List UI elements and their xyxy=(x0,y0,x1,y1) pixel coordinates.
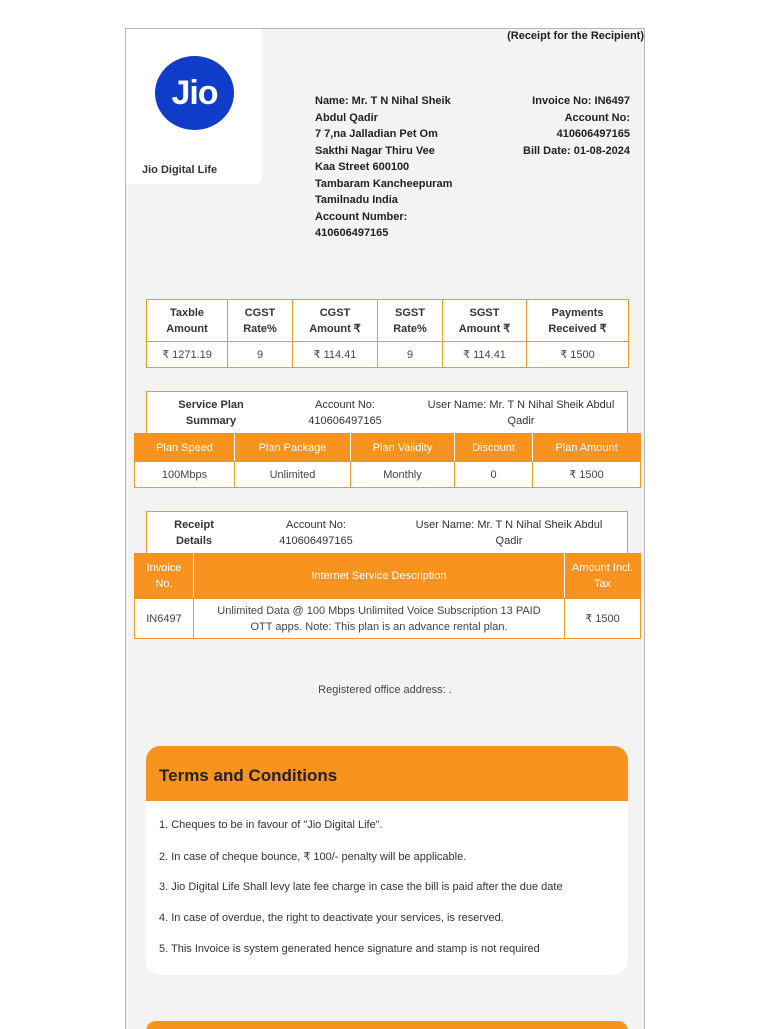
next-section-header xyxy=(146,1021,628,1029)
receipt-details-header-row xyxy=(135,554,641,599)
header-sgst-rate: SGST Rate% xyxy=(378,300,443,342)
header-sgst-amount: SGST Amount ₹ xyxy=(443,300,527,342)
address-line: Tamilnadu India xyxy=(315,194,398,206)
account-label: Account No: xyxy=(564,111,630,124)
plan-speed: 100Mbps xyxy=(135,462,235,488)
tax-table xyxy=(146,299,629,368)
header-plan-package: Plan Package xyxy=(235,434,351,462)
receipt-details-user: User Name: Mr. T N Nihal Sheik Abdul Qadir xyxy=(415,519,603,547)
receipt-tag: (Receipt for the Recipient) xyxy=(507,30,644,42)
header-plan-speed: Plan Speed xyxy=(135,434,235,462)
service-plan-account: Account No: 410606497165 xyxy=(308,399,382,427)
receipt-description: Unlimited Data @ 100 Mbps Unlimited Voice Subscription 13 PAID OTT apps. Note: This plan is an advance rental plan. xyxy=(194,599,565,639)
service-plan-info xyxy=(146,391,628,433)
service-plan-header-row xyxy=(135,434,641,462)
list-item: 5. This Invoice is system generated hence signature and stamp is not required xyxy=(159,943,540,955)
receipt-details-account: Account No: 410606497165 xyxy=(279,519,353,547)
payments-received: ₹ 1500 xyxy=(527,342,629,368)
jio-logo xyxy=(155,56,234,130)
customer-address xyxy=(315,93,475,242)
address-line: Name: Mr. T N Nihal Sheik xyxy=(315,95,451,107)
plan-amount: ₹ 1500 xyxy=(533,462,641,488)
header-amount-incl-tax: Amount Incl. Tax xyxy=(565,554,641,599)
header-service-description: Internet Service Description xyxy=(194,554,565,599)
header-cgst-rate: CGST Rate% xyxy=(228,300,293,342)
sgst-rate: 9 xyxy=(378,342,443,368)
company-name: Jio Digital Life xyxy=(142,164,218,176)
jio-logo-text: Jio xyxy=(171,74,218,112)
header-payments-received: Payments Received ₹ xyxy=(527,300,629,342)
list-item: 1. Cheques to be in favour of "Jio Digital Life". xyxy=(159,819,383,831)
address-line: Abdul Qadir xyxy=(315,111,378,124)
cgst-amount: ₹ 114.41 xyxy=(293,342,378,368)
sgst-amount: ₹ 114.41 xyxy=(443,342,527,368)
table-row xyxy=(147,342,629,368)
address-line: Account Number: xyxy=(315,210,408,223)
service-plan-title: Service Plan Summary xyxy=(178,399,244,427)
receipt-invoice-no: IN6497 xyxy=(135,599,194,639)
invoice-number: Invoice No: IN6497 xyxy=(532,95,630,107)
tax-table-header-row xyxy=(147,300,629,342)
receipt-page xyxy=(125,28,645,1029)
address-line: Kaa Street 600100 xyxy=(315,161,410,173)
table-row xyxy=(135,599,641,639)
terms-title: Terms and Conditions xyxy=(159,766,338,785)
invoice-info xyxy=(500,93,630,159)
list-item: 4. In case of overdue, the right to deactivate your services, is reserved. xyxy=(159,912,504,924)
header-taxable-amount: Taxble Amount xyxy=(147,300,228,342)
table-row xyxy=(135,462,641,488)
account-number: 410606497165 xyxy=(556,128,630,140)
address-line: 410606497165 xyxy=(315,227,389,239)
registered-office-address: Registered office address: . xyxy=(318,684,452,696)
taxable-amount: ₹ 1271.19 xyxy=(147,342,228,368)
address-line: Tambaram Kancheepuram xyxy=(315,177,453,190)
header-invoice-no: Invoice No. xyxy=(135,554,194,599)
header-cgst-amount: CGST Amount ₹ xyxy=(293,300,378,342)
receipt-details-title: Receipt Details xyxy=(174,519,214,547)
header-discount: Discount xyxy=(455,434,533,462)
service-plan-table xyxy=(134,433,641,488)
plan-validity: Monthly xyxy=(351,462,455,488)
logo-card xyxy=(126,29,262,184)
terms-header xyxy=(146,746,628,801)
terms-list xyxy=(159,819,624,974)
address-line: 7 7,na Jalladian Pet Om xyxy=(315,128,438,140)
receipt-details-table xyxy=(134,553,641,639)
header-plan-validity: Plan Validity xyxy=(351,434,455,462)
service-plan-user: User Name: Mr. T N Nihal Sheik Abdul Qadir xyxy=(427,399,615,427)
list-item: 3. Jio Digital Life Shall levy late fee charge in case the bill is paid after the due date xyxy=(159,881,563,893)
cgst-rate: 9 xyxy=(228,342,293,368)
list-item: 2. In case of cheque bounce, ₹ 100/- penalty will be applicable. xyxy=(159,851,467,863)
header-plan-amount: Plan Amount xyxy=(533,434,641,462)
receipt-amount: ₹ 1500 xyxy=(565,599,641,639)
terms-card xyxy=(146,746,628,975)
plan-package: Unlimited xyxy=(235,462,351,488)
bill-date: Bill Date: 01-08-2024 xyxy=(523,144,630,157)
address-line: Sakthi Nagar Thiru Vee xyxy=(315,144,435,157)
receipt-details-info xyxy=(146,511,628,553)
plan-discount: 0 xyxy=(455,462,533,488)
